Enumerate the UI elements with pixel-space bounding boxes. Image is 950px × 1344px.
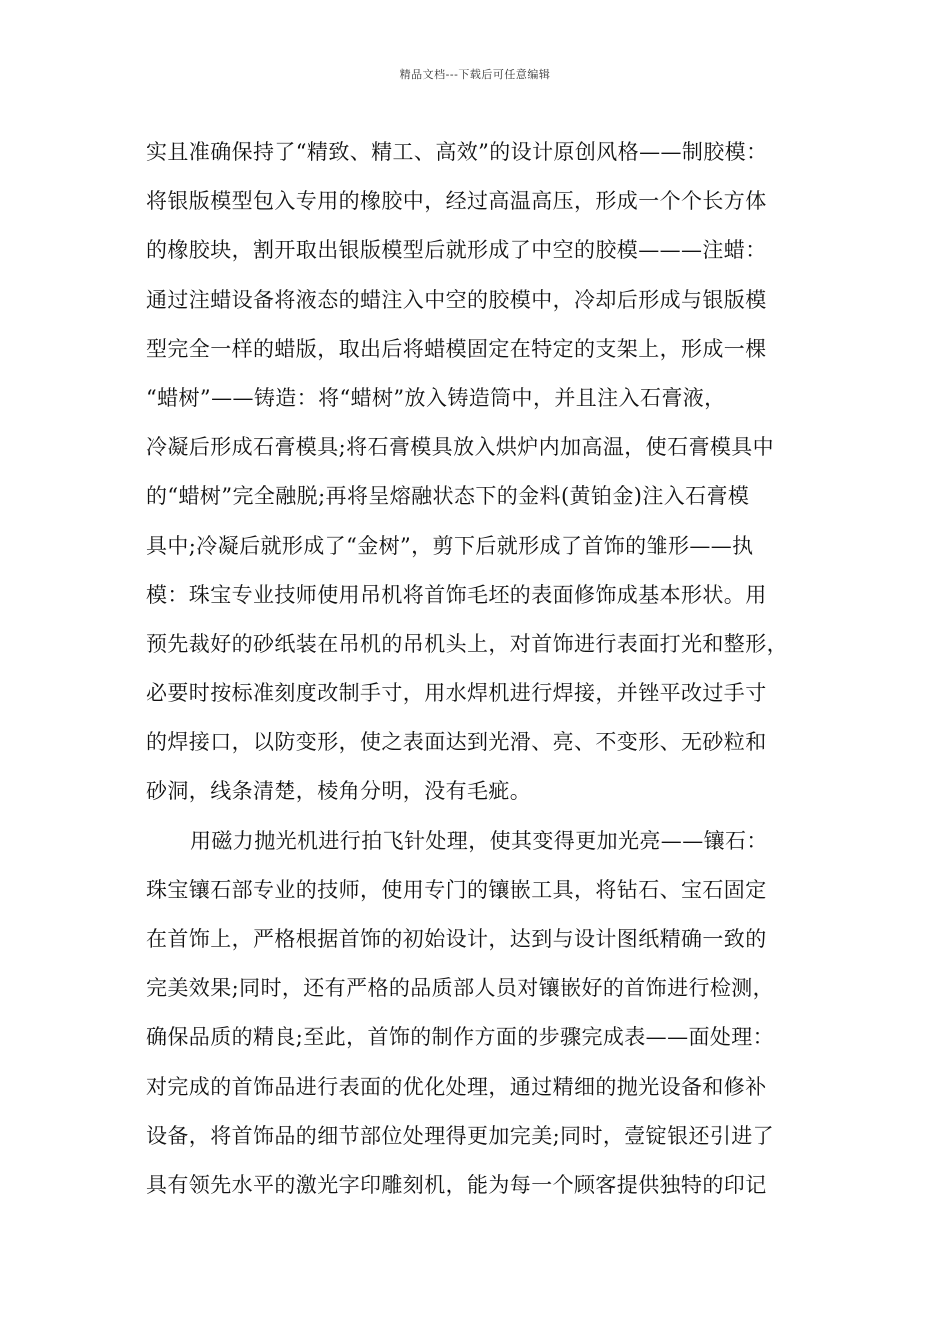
text-line: 必要时按标准刻度改制手寸，用水焊机进行焊接，并锉平改过手寸 [146, 681, 767, 706]
text-line: 预先裁好的砂纸装在吊机的吊机头上，对首饰进行表面打光和整形， [146, 631, 788, 656]
text-line: 冷凝后形成石膏模具;将石膏模具放入烘炉内加高温，使石膏模具中 [146, 435, 775, 460]
text-line: 对完成的首饰品进行表面的优化处理，通过精细的抛光设备和修补 [146, 1074, 767, 1099]
text-line: 在首饰上，严格根据首饰的初始设计，达到与设计图纸精确一致的 [146, 927, 767, 951]
text-line: 实且准确保持了“精致、精工、高效”的设计原创风格——制胶模： [146, 140, 768, 164]
text-line: 具有领先水平的激光字印雕刻机，能为每一个顾客提供独特的印记 [146, 1172, 767, 1197]
text-line: 的焊接口，以防变形，使之表面达到光滑、亮、不变形、无砂粒和 [146, 730, 767, 755]
text-line: 完美效果;同时，还有严格的品质部人员对镶嵌好的首饰进行检测， [146, 976, 775, 1001]
text-line: “蜡树”——铸造：将“蜡树”放入铸造筒中，并且注入石膏液， [146, 385, 726, 410]
text-line: 型完全一样的蜡版，取出后将蜡模固定在特定的支架上，形成一棵 [146, 336, 767, 361]
text-line: 珠宝镶石部专业的技师，使用专门的镶嵌工具，将钻石、宝石固定 [146, 877, 767, 902]
text-line: 设备，将首饰品的细节部位处理得更加完美;同时，壹锭银还引进了 [146, 1123, 775, 1148]
text-line: 砂洞，线条清楚，棱角分明，没有毛疵。 [146, 779, 532, 804]
text-line: 用磁力抛光机进行拍飞针处理，使其变得更加光亮——镶石： [190, 828, 768, 853]
text-line: 通过注蜡设备将液态的蜡注入中空的胶模中，冷却后形成与银版模 [146, 287, 767, 312]
paragraph-1 [146, 128, 826, 817]
text-line: 模：珠宝专业技师使用吊机将首饰毛坯的表面修饰成基本形状。用 [146, 582, 767, 607]
text-line: 将银版模型包入专用的橡胶中，经过高温高压，形成一个个长方体 [146, 189, 767, 214]
text-line: 的橡胶块，割开取出银版模型后就形成了中空的胶模———注蜡： [146, 238, 767, 263]
document-body [146, 128, 826, 1210]
text-line: 的“蜡树”完全融脱;再将呈熔融状态下的金料(黄铂金)注入石膏模 [146, 484, 750, 509]
text-line: 确保品质的精良;至此，首饰的制作方面的步骤完成表——面处理： [146, 1025, 775, 1050]
paragraph-2 [146, 817, 826, 1211]
text-line: 具中;冷凝后就形成了“金树”，剪下后就形成了首饰的雏形——执 [146, 533, 754, 558]
page-header: 精品文档---下载后可任意编辑 [399, 68, 551, 81]
